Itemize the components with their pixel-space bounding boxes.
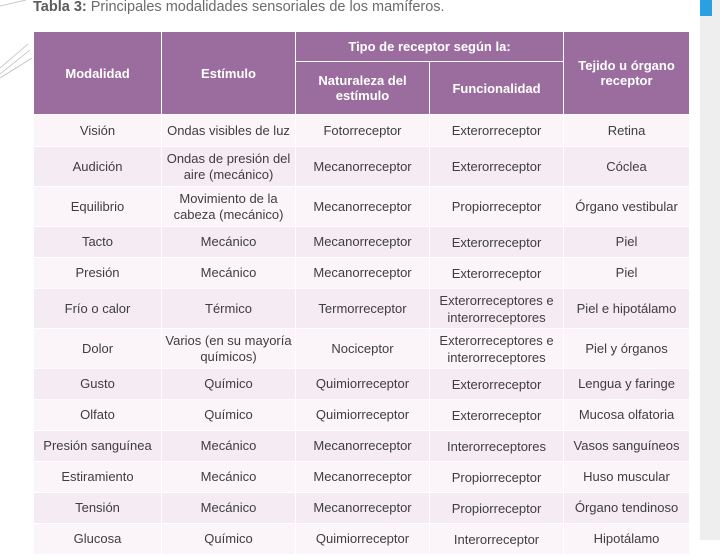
cell-modalidad: Presión	[34, 258, 162, 289]
cell-tejido: Lengua y faringe	[564, 369, 690, 400]
table-row	[34, 258, 690, 289]
cell-tejido: Cóclea	[564, 147, 690, 187]
cell-estimulo: Mecánico	[162, 493, 296, 524]
table-row	[34, 115, 690, 147]
cell-modalidad: Dolor	[34, 329, 162, 369]
table-row	[34, 289, 690, 329]
cell-modalidad: Glucosa	[34, 524, 162, 555]
sensory-modalities-table	[33, 31, 690, 555]
caption-text: Principales modalidades sensoriales de los mamíferos.	[90, 0, 445, 15]
cell-funcionalidad: Exterorreceptor	[430, 115, 564, 147]
cell-modalidad: Gusto	[34, 369, 162, 400]
cell-funcionalidad: Exterorreceptor	[430, 258, 564, 289]
cell-tejido: Piel y órganos	[564, 329, 690, 369]
cell-funcionalidad: Propiorreceptor	[430, 493, 564, 524]
cell-tejido: Órgano tendinoso	[564, 493, 690, 524]
header-tipo-receptor: Tipo de receptor según la:	[296, 32, 564, 62]
header-naturaleza: Naturaleza del estímulo	[296, 62, 430, 115]
cell-modalidad: Olfato	[34, 400, 162, 431]
cell-funcionalidad: Exterorreceptor	[430, 147, 564, 187]
table-row	[34, 147, 690, 187]
cell-modalidad: Frío o calor	[34, 289, 162, 329]
cell-naturaleza: Mecanorreceptor	[296, 227, 430, 258]
cell-naturaleza: Mecanorreceptor	[296, 493, 430, 524]
cell-estimulo: Ondas de presión del aire (mecánico)	[162, 147, 296, 187]
cell-estimulo: Movimiento de la cabeza (mecánico)	[162, 187, 296, 227]
cell-estimulo: Varios (en su mayoría químicos)	[162, 329, 296, 369]
header-tejido: Tejido u órgano receptor	[564, 32, 690, 115]
cell-estimulo: Mecánico	[162, 227, 296, 258]
table-row	[34, 431, 690, 462]
header-funcionalidad: Funcionalidad	[430, 62, 564, 115]
cell-estimulo: Químico	[162, 400, 296, 431]
cell-estimulo: Químico	[162, 369, 296, 400]
cell-tejido: Huso muscular	[564, 462, 690, 493]
table-row	[34, 400, 690, 431]
table-row	[34, 187, 690, 227]
table-row	[34, 329, 690, 369]
cell-funcionalidad: Exterorreceptores e interorreceptores	[430, 289, 564, 329]
cell-modalidad: Estiramiento	[34, 462, 162, 493]
cell-estimulo: Ondas visibles de luz	[162, 115, 296, 147]
table-row	[34, 524, 690, 555]
table-row	[34, 369, 690, 400]
cell-funcionalidad: Exterorreceptor	[430, 400, 564, 431]
cell-tejido: Piel	[564, 227, 690, 258]
cell-estimulo: Mecánico	[162, 462, 296, 493]
cell-estimulo: Térmico	[162, 289, 296, 329]
cell-naturaleza: Quimiorreceptor	[296, 369, 430, 400]
accent-blue-block	[700, 0, 712, 16]
cell-funcionalidad: Exterorreceptores e interorreceptores	[430, 329, 564, 369]
decorative-lines	[0, 0, 34, 80]
cell-naturaleza: Quimiorreceptor	[296, 400, 430, 431]
cell-tejido: Retina	[564, 115, 690, 147]
cell-naturaleza: Mecanorreceptor	[296, 187, 430, 227]
cell-funcionalidad: Propiorreceptor	[430, 187, 564, 227]
cell-modalidad: Equilibrio	[34, 187, 162, 227]
right-edge-strip	[700, 0, 720, 540]
cell-naturaleza: Mecanorreceptor	[296, 147, 430, 187]
cell-naturaleza: Nociceptor	[296, 329, 430, 369]
cell-modalidad: Tensión	[34, 493, 162, 524]
header-estimulo: Estímulo	[162, 32, 296, 115]
cell-tejido: Mucosa olfatoria	[564, 400, 690, 431]
cell-naturaleza: Fotorreceptor	[296, 115, 430, 147]
cell-modalidad: Presión sanguínea	[34, 431, 162, 462]
table-caption	[33, 0, 445, 15]
cell-naturaleza: Mecanorreceptor	[296, 462, 430, 493]
cell-naturaleza: Termorreceptor	[296, 289, 430, 329]
table-row	[34, 493, 690, 524]
cell-funcionalidad: Interorreceptores	[430, 431, 564, 462]
cell-tejido: Vasos sanguíneos	[564, 431, 690, 462]
cell-modalidad: Audición	[34, 147, 162, 187]
cell-modalidad: Tacto	[34, 227, 162, 258]
cell-tejido: Hipotálamo	[564, 524, 690, 555]
table-body	[34, 115, 690, 555]
cell-naturaleza: Mecanorreceptor	[296, 431, 430, 462]
cell-tejido: Piel	[564, 258, 690, 289]
cell-estimulo: Mecánico	[162, 431, 296, 462]
cell-funcionalidad: Propiorreceptor	[430, 462, 564, 493]
cell-funcionalidad: Exterorreceptor	[430, 227, 564, 258]
cell-funcionalidad: Exterorreceptor	[430, 369, 564, 400]
table-row	[34, 462, 690, 493]
cell-naturaleza: Quimiorreceptor	[296, 524, 430, 555]
cell-tejido: Piel e hipotálamo	[564, 289, 690, 329]
cell-funcionalidad: Interorreceptor	[430, 524, 564, 555]
cell-estimulo: Químico	[162, 524, 296, 555]
cell-estimulo: Mecánico	[162, 258, 296, 289]
caption-label: Tabla 3:	[33, 0, 87, 15]
header-modalidad: Modalidad	[34, 32, 162, 115]
cell-naturaleza: Mecanorreceptor	[296, 258, 430, 289]
table-row	[34, 227, 690, 258]
cell-tejido: Órgano vestibular	[564, 187, 690, 227]
cell-modalidad: Visión	[34, 115, 162, 147]
